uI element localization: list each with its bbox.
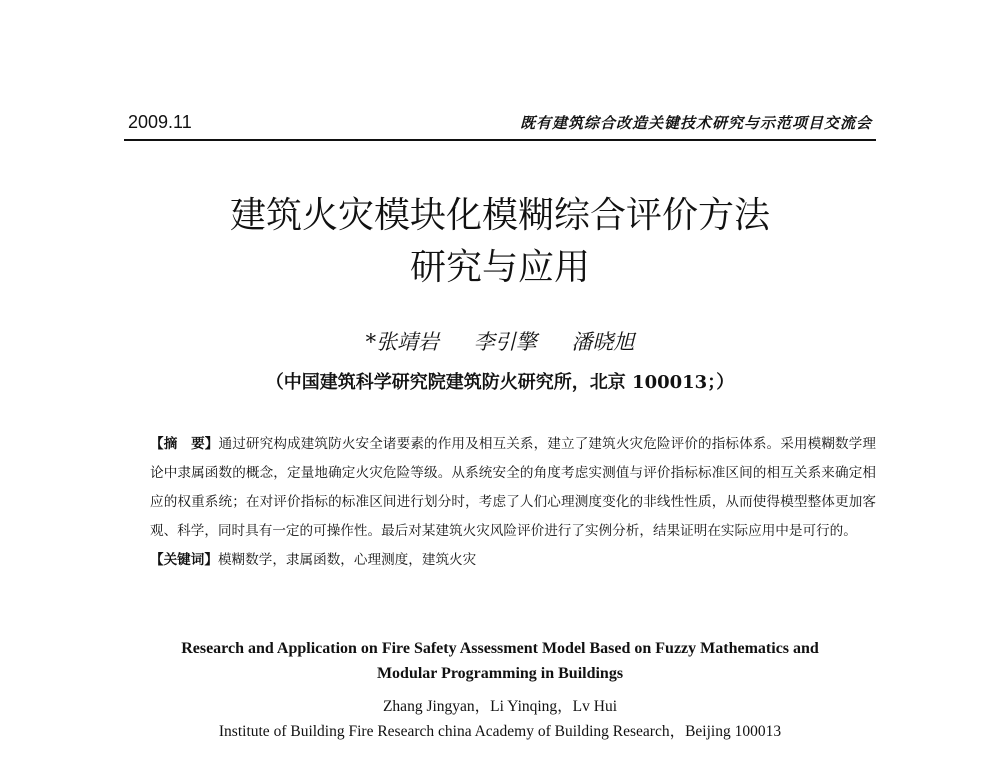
abstract-paragraph — [124, 430, 876, 546]
abstract-text: 通过研究构成建筑防火安全诸要素的作用及相互关系，建立了建筑火灾危险评价的指标体系。采用模糊数学理论中隶属函数的概念，定量地确定火灾危险等级。从系统安全的角度考虑实测值与评价指标标准区间的相互关系来确定相应的权重系统；在对评价指标的标准区间进行划分时，考虑了人们心理测度变化的非线性性质，从而使得模型整体更加客观、科学，同时具有一定的可操作性。最后对某建筑火灾风险评价进行了实例分析，结果证明在实际应用中是可行的。 — [150, 436, 877, 539]
english-title — [124, 636, 876, 686]
keywords-paragraph — [124, 546, 876, 575]
author-1: *张靖岩 — [365, 330, 440, 354]
english-authors: Zhang Jingyan，Li Yinqing，Lv Hui — [382, 698, 618, 715]
author-list — [0, 326, 1000, 356]
english-title-line-1: Research and Application on Fire Safety Assessment Model Based on Fuzzy Mathematics and — [181, 640, 819, 657]
abstract-section — [124, 430, 876, 575]
author-3: 潘晓旭 — [571, 330, 635, 354]
header-journal-name: 既有建筑综合改造关键技术研究与示范项目交流会 — [519, 114, 872, 132]
abstract-label: 【摘 要】 — [150, 436, 219, 452]
paper-title — [0, 190, 1000, 294]
english-affiliation: Institute of Building Fire Research china Academy of Building Research，Beijing 100013 — [218, 723, 782, 740]
author-2: 李引擎 — [473, 330, 537, 354]
keywords-text: 模糊数学，隶属函数，心理测度，建筑火灾 — [217, 552, 477, 568]
header-date: 2009.11 — [128, 112, 192, 132]
affiliation: （中国建筑科学研究院建筑防火研究所，北京 100013；） — [265, 372, 735, 393]
paper-title-line-2: 研究与应用 — [409, 247, 590, 288]
header-rule — [124, 139, 876, 141]
keywords-label: 【关键词】 — [150, 552, 218, 568]
english-title-line-2: Modular Programming in Buildings — [376, 665, 624, 682]
paper-title-line-1: 建筑火灾模块化模糊综合评价方法 — [229, 195, 770, 236]
